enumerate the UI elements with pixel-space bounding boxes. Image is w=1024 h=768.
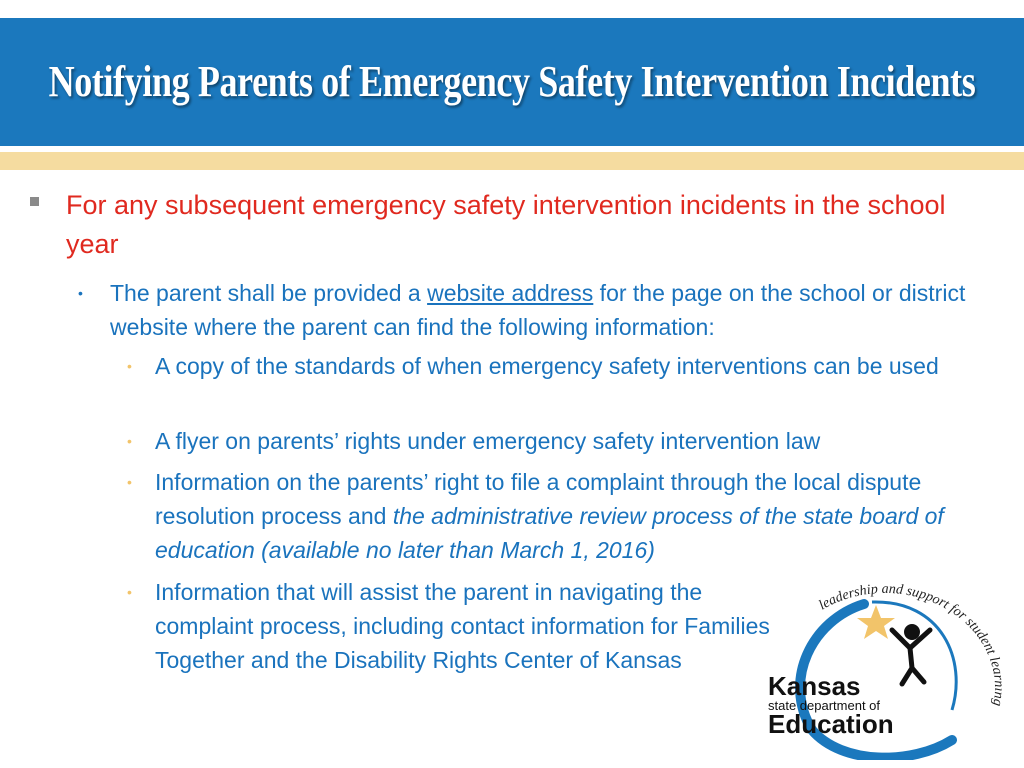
sub-bullet-text-end: for the page on the school or district website where the parent can find the following information: [110, 280, 966, 340]
logo-kansas: Kansas [768, 671, 861, 701]
list-item-text: Information on the parents’ right to file a complaint through the local dispute resolution process and [155, 469, 922, 529]
divider-gold [0, 152, 1024, 170]
list-item [127, 575, 795, 677]
list-item [127, 424, 985, 458]
title-band [0, 18, 1024, 146]
list-item [127, 465, 985, 567]
sub-bullet-text-start: The parent shall be provided a [110, 280, 428, 306]
dot-bullet-icon: • [127, 474, 132, 490]
square-bullet-icon [30, 197, 39, 206]
top-margin [0, 0, 1024, 18]
list-item-text: Information that will assist the parent in navigating the complaint process, including contact information for Families Together and the Disability Rights Center of Kansas [155, 579, 770, 673]
logo-education: Education [768, 709, 894, 739]
ksde-logo [752, 560, 1002, 760]
list-item-italic-text: the administrative review process of the state board of education (available no later than March 1, 2016) [155, 503, 944, 563]
list-item-text: A flyer on parents’ rights under emergency safety intervention law [155, 428, 821, 454]
main-bullet-text: For any subsequent emergency safety intervention incidents in the school year [66, 190, 946, 259]
logo-tagline: leadership and support for student le [816, 581, 1002, 670]
list-item-text: A copy of the standards of when emergency safety interventions can be used [155, 353, 939, 379]
dot-bullet-icon: • [127, 358, 132, 374]
list-item [127, 349, 985, 383]
logo-state-department: state department of [768, 698, 881, 713]
website-address-link[interactable]: website address [427, 280, 594, 306]
dot-bullet-icon: • [127, 433, 132, 449]
dot-bullet-icon: • [78, 285, 83, 301]
slide-title: Notifying Parents of Emergency Safety Intervention Incidents [48, 57, 976, 106]
dot-bullet-icon: • [127, 584, 132, 600]
sub-bullet [78, 276, 1005, 344]
